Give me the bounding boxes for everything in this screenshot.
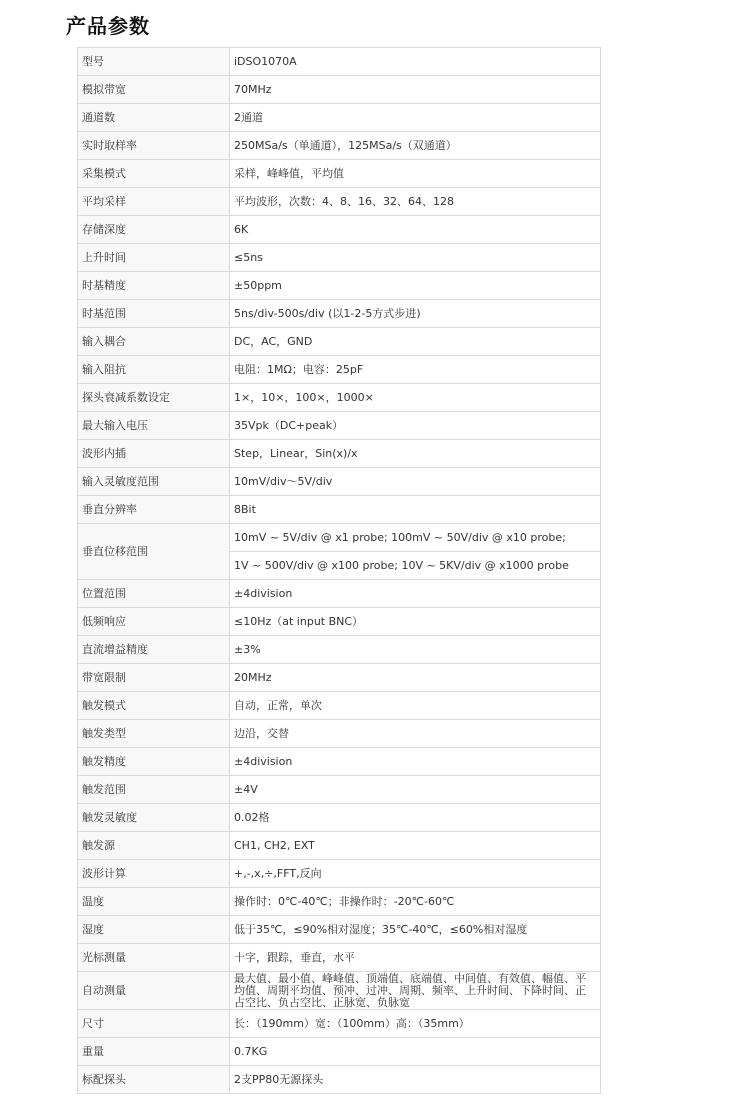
table-row	[78, 832, 601, 860]
table-row	[78, 384, 601, 412]
table-row	[78, 244, 601, 272]
table-row	[78, 608, 601, 636]
row-name: 最大输入电压	[78, 412, 230, 440]
page-title: 产品参数	[66, 14, 150, 38]
row-name: 探头衰减系数设定	[78, 384, 230, 412]
table-row	[78, 916, 601, 944]
row-value: ≤10Hz（at input BNC）	[230, 608, 601, 636]
table-row	[78, 188, 601, 216]
row-value: 边沿，交替	[230, 720, 601, 748]
table-row	[78, 860, 601, 888]
row-value: ≤5ns	[230, 244, 601, 272]
row-name: 自动测量	[78, 972, 230, 1010]
row-name: 触发灵敏度	[78, 804, 230, 832]
row-name: 垂直位移范围	[78, 524, 230, 580]
row-value: ±4V	[230, 776, 601, 804]
table-row	[78, 692, 601, 720]
row-name: 模拟带宽	[78, 76, 230, 104]
row-name: 触发模式	[78, 692, 230, 720]
row-name: 重量	[78, 1038, 230, 1066]
row-value: 电阻：1MΩ；电容：25pF	[230, 356, 601, 384]
row-name: 型号	[78, 48, 230, 76]
table-row	[78, 636, 601, 664]
table-row	[78, 720, 601, 748]
row-value: 低于35℃，≤90%相对湿度；35℃-40℃，≤60%相对湿度	[230, 916, 601, 944]
row-name: 输入耦合	[78, 328, 230, 356]
row-name: 触发范围	[78, 776, 230, 804]
table-row	[78, 496, 601, 524]
row-name: 输入阻抗	[78, 356, 230, 384]
table-row	[78, 748, 601, 776]
row-name: 波形内插	[78, 440, 230, 468]
table-row	[78, 440, 601, 468]
row-name: 上升时间	[78, 244, 230, 272]
row-value: ±4division	[230, 748, 601, 776]
row-name: 直流增益精度	[78, 636, 230, 664]
row-value: 10mV/div～5V/div	[230, 468, 601, 496]
table-row	[78, 160, 601, 188]
row-value: ±3%	[230, 636, 601, 664]
row-value: 2通道	[230, 104, 601, 132]
row-name: 标配探头	[78, 1066, 230, 1094]
table-row	[78, 412, 601, 440]
table-row	[78, 76, 601, 104]
row-value: 操作时：0℃-40℃；非操作时：-20℃-60℃	[230, 888, 601, 916]
row-value: 长：（190mm）宽：（100mm）高：（35mm）	[230, 1010, 601, 1038]
table-row	[78, 328, 601, 356]
table-row	[78, 104, 601, 132]
table-row	[78, 888, 601, 916]
table-row	[78, 972, 601, 1010]
table-row	[78, 132, 601, 160]
row-name: 时基精度	[78, 272, 230, 300]
table-row	[78, 272, 601, 300]
row-value: 平均波形，次数：4、8、16、32、64、128	[230, 188, 601, 216]
row-value: iDSO1070A	[230, 48, 601, 76]
row-value: 6K	[230, 216, 601, 244]
row-value: 十字，跟踪，垂直，水平	[230, 944, 601, 972]
row-name: 尺寸	[78, 1010, 230, 1038]
row-name: 温度	[78, 888, 230, 916]
row-value: 2支PP80无源探头	[230, 1066, 601, 1094]
row-value: 10mV ~ 5V/div @ x1 probe; 100mV ~ 50V/div @ x10 probe;	[230, 524, 601, 552]
table-row	[78, 664, 601, 692]
table-row	[78, 1010, 601, 1038]
row-value: 250MSa/s（单通道），125MSa/s（双通道）	[230, 132, 601, 160]
row-value: 70MHz	[230, 76, 601, 104]
table-row	[78, 1038, 601, 1066]
row-name: 采集模式	[78, 160, 230, 188]
row-name: 实时取样率	[78, 132, 230, 160]
row-name: 位置范围	[78, 580, 230, 608]
row-value: ±50ppm	[230, 272, 601, 300]
row-value: DC，AC，GND	[230, 328, 601, 356]
row-value: +,-,x,÷,FFT,反向	[230, 860, 601, 888]
row-name: 触发类型	[78, 720, 230, 748]
row-value: 0.02格	[230, 804, 601, 832]
table-row	[78, 48, 601, 76]
table-row	[78, 804, 601, 832]
row-name: 波形计算	[78, 860, 230, 888]
row-value: 1×，10×，100×，1000×	[230, 384, 601, 412]
row-name: 触发精度	[78, 748, 230, 776]
row-name: 通道数	[78, 104, 230, 132]
table-row	[78, 468, 601, 496]
row-value: 20MHz	[230, 664, 601, 692]
table-row	[78, 216, 601, 244]
row-value-continued: 1V ~ 500V/div @ x100 probe; 10V ~ 5KV/div @ x1000 probe	[230, 552, 601, 580]
row-value: ±4division	[230, 580, 601, 608]
row-value: 最大值、最小值、峰峰值、顶端值、底端值、中间值、有效值、幅值、平均值、周期平均值、预冲、过冲、周期、频率、上升时间、下降时间、正占空比、负占空比、正脉宽、负脉宽	[230, 972, 601, 1010]
row-name: 光标测量	[78, 944, 230, 972]
row-value: 自动，正常，单次	[230, 692, 601, 720]
table-row	[78, 300, 601, 328]
row-name: 低频响应	[78, 608, 230, 636]
row-name: 垂直分辨率	[78, 496, 230, 524]
table-row	[78, 1066, 601, 1094]
row-name: 触发源	[78, 832, 230, 860]
row-name: 带宽限制	[78, 664, 230, 692]
spec-table-body	[78, 48, 601, 1094]
table-row	[78, 524, 601, 552]
row-name: 时基范围	[78, 300, 230, 328]
spec-table	[77, 47, 601, 1094]
row-value: 8Bit	[230, 496, 601, 524]
table-row	[78, 580, 601, 608]
row-name: 湿度	[78, 916, 230, 944]
table-row	[78, 944, 601, 972]
row-value: 35Vpk（DC+peak）	[230, 412, 601, 440]
row-value: Step，Linear，Sin(x)/x	[230, 440, 601, 468]
table-row	[78, 356, 601, 384]
row-name: 存储深度	[78, 216, 230, 244]
row-value: CH1, CH2, EXT	[230, 832, 601, 860]
row-value: 5ns/div-500s/div (以1-2-5方式步进)	[230, 300, 601, 328]
row-name: 平均采样	[78, 188, 230, 216]
table-row	[78, 776, 601, 804]
row-name: 输入灵敏度范围	[78, 468, 230, 496]
row-value: 采样，峰峰值，平均值	[230, 160, 601, 188]
row-value: 0.7KG	[230, 1038, 601, 1066]
